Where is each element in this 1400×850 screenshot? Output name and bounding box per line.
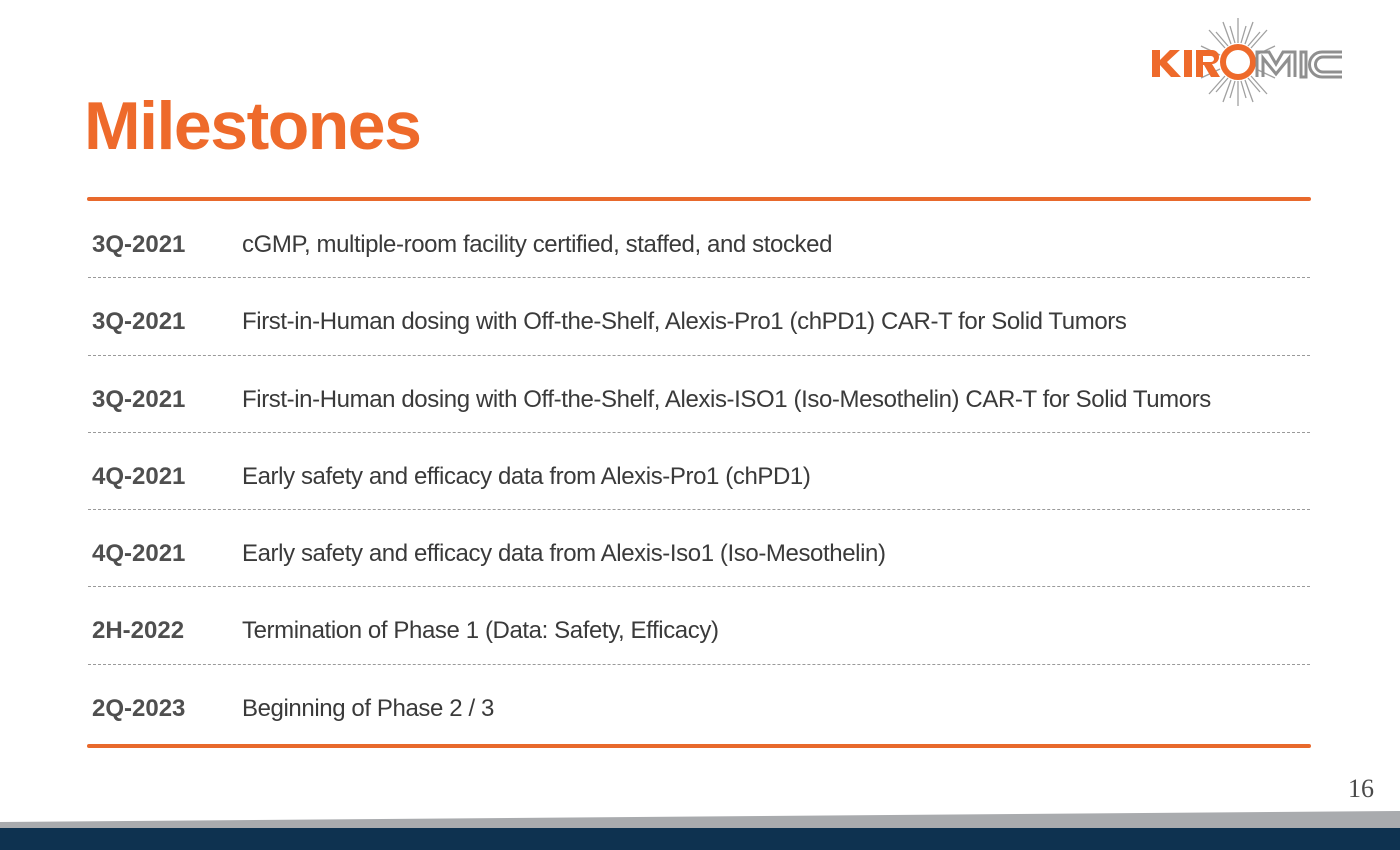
milestone-description: Termination of Phase 1 (Data: Safety, Efficacy): [242, 617, 719, 645]
kiromic-logo: [1148, 16, 1360, 112]
bottom-divider: [87, 744, 1311, 748]
milestone-row: [88, 356, 1310, 433]
page-title: Milestones: [84, 88, 421, 164]
milestone-row: [88, 587, 1310, 664]
milestone-row: [88, 433, 1310, 510]
milestone-date: 4Q-2021: [92, 462, 186, 490]
milestones-table: [88, 201, 1310, 742]
milestone-row: [88, 510, 1310, 587]
milestone-date: 2Q-2023: [92, 694, 186, 722]
milestone-description: Early safety and efficacy data from Alexis-Pro1 (chPD1): [242, 462, 811, 490]
milestone-row: [88, 201, 1310, 278]
milestone-date: 3Q-2021: [92, 231, 186, 258]
page-number: 16: [1348, 774, 1374, 803]
milestone-row: [88, 665, 1310, 742]
milestone-date: 2H-2022: [92, 617, 185, 645]
milestone-description: cGMP, multiple-room facility certified, staffed, and stocked: [242, 231, 833, 258]
milestone-description: Beginning of Phase 2 / 3: [242, 694, 494, 722]
milestone-description: Early safety and efficacy data from Alexis-Iso1 (Iso-Mesothelin): [242, 540, 886, 568]
milestone-row: [88, 278, 1310, 355]
milestone-date: 3Q-2021: [92, 385, 186, 413]
footer-gray-stripe: [0, 811, 1400, 828]
milestone-description: First-in-Human dosing with Off-the-Shelf, Alexis-Pro1 (chPD1) CAR-T for Solid Tumors: [242, 308, 1127, 336]
footer-navy-bar: [0, 828, 1400, 850]
milestone-description: First-in-Human dosing with Off-the-Shelf, Alexis-ISO1 (Iso-Mesothelin) CAR-T for Solid Tumors: [242, 385, 1211, 413]
milestone-date: 4Q-2021: [92, 540, 186, 568]
footer-band: [0, 808, 1400, 850]
milestone-date: 3Q-2021: [92, 308, 186, 336]
